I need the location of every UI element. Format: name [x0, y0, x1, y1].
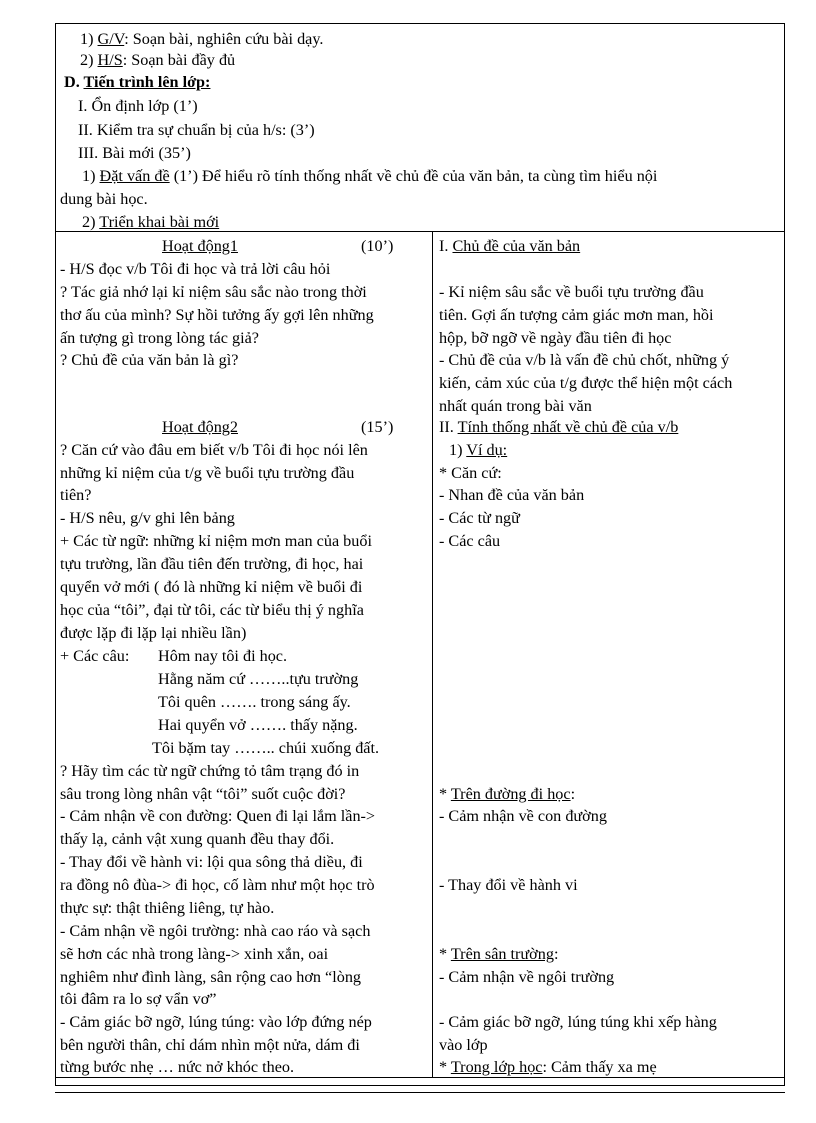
- step-3-2: 2) Triển khai bài mới: [82, 213, 220, 231]
- section-ii-heading: II. Tính thống nhất về chủ đề của v/b: [439, 418, 679, 436]
- left-line: Hằng năm cứ ……..tựu trường: [158, 670, 359, 688]
- right-line: - Cảm nhận về con đường: [439, 807, 607, 825]
- step-2: II. Kiểm tra sự chuẩn bị của h/s: (3’): [78, 121, 315, 139]
- left-line: - Cảm nhận về con đường: Quen đi lại lắm lần->: [60, 807, 376, 825]
- right-line: - Kỉ niệm sâu sắc về buổi tựu trường đầu: [439, 283, 704, 301]
- activity-2-time: (15’): [361, 418, 394, 436]
- left-line: + Các từ ngữ: những kỉ niệm mơn man của buổi: [60, 532, 372, 550]
- right-line: - Nhan đề của văn bản: [439, 486, 585, 504]
- right-line: kiến, cảm xúc của t/g được thể hiện một cách: [439, 374, 733, 392]
- left-line: quyển vở mới ( đó là những kỉ niệm về buổi đi: [60, 578, 363, 596]
- right-line: * Căn cứ:: [439, 464, 502, 482]
- right-line: - Cảm giác bỡ ngỡ, lúng túng khi xếp hàng: [439, 1013, 717, 1031]
- left-line: - Thay đổi về hành vi: lội qua sông thả diều, đi: [60, 853, 363, 871]
- classroom-heading: * Trong lớp học: Cảm thấy xa mẹ: [439, 1058, 657, 1076]
- right-line: nhất quán trong bài văn: [439, 397, 592, 415]
- left-line: tiên?: [60, 486, 92, 504]
- left-line: Tôi bặm tay …….. chúi xuống đất.: [152, 739, 380, 757]
- prep-gv: 1) G/V: Soạn bài, nghiên cứu bài dạy.: [80, 30, 324, 48]
- left-line: - Cảm nhận về ngôi trường: nhà cao ráo và sạch: [60, 922, 371, 940]
- example-heading: 1) Ví dụ:: [449, 441, 508, 459]
- left-line: Tôi quên ……. trong sáng ấy.: [158, 693, 351, 711]
- right-line: - Cảm nhận về ngôi trường: [439, 968, 615, 986]
- left-line: nghiêm như đình làng, sân rộng cao hơn “lòng: [60, 968, 362, 986]
- prep-hs: 2) H/S: Soạn bài đầy đủ: [80, 51, 236, 69]
- left-line: - Cảm giác bỡ ngỡ, lúng túng: vào lớp đứng nép: [60, 1013, 372, 1031]
- left-line: sâu trong lòng nhân vật “tôi” suốt cuộc đời?: [60, 785, 346, 803]
- left-line: Hôm nay tôi đi học.: [158, 647, 288, 665]
- left-line: tựu trường, lần đầu tiên đến trường, đi học, hai: [60, 555, 364, 573]
- left-line: ? Hãy tìm các từ ngữ chứng tỏ tâm trạng đó in: [60, 762, 360, 780]
- right-line: - Các từ ngữ: [439, 509, 520, 527]
- left-line: Hai quyển vở ……. thấy nặng.: [158, 716, 358, 734]
- step-1: I. Ổn định lớp (1’): [78, 97, 198, 115]
- left-line: - H/S nêu, g/v ghi lên bảng: [60, 509, 235, 527]
- step-3-1-cont: dung bài học.: [60, 190, 148, 208]
- table-bottom-border: [55, 1077, 785, 1078]
- step-3: III. Bài mới (35’): [78, 144, 191, 162]
- table-column-divider: [432, 232, 433, 1077]
- table-top-border: [55, 231, 785, 232]
- section-d-title: D. Tiến trình lên lớp:: [64, 73, 211, 91]
- left-line: + Các câu:: [60, 647, 130, 665]
- left-line: ? Căn cứ vào đâu em biết v/b Tôi đi học nói lên: [60, 441, 368, 459]
- left-line: thấy lạ, cảnh vật xung quanh đều thay đổi.: [60, 830, 335, 848]
- left-line: thơ ấu của mình? Sự hồi tưởng ấy gợi lên những: [60, 306, 374, 324]
- left-line: những kỉ niệm của t/g về buổi tựu trường đầu: [60, 464, 355, 482]
- schoolyard-heading: * Trên sân trường:: [439, 945, 559, 963]
- left-line: học của “tôi”, đại từ tôi, các từ biểu thị ý nghĩa: [60, 601, 364, 619]
- step-3-1: 1) Đặt vấn đề (1’) Để hiểu rõ tính thống nhất về chủ đề của văn bản, ta cùng tìm hiểu nội: [82, 167, 658, 185]
- right-line: - Thay đổi về hành vi: [439, 876, 578, 894]
- left-line: từng bước nhẹ … nức nở khóc theo.: [60, 1058, 295, 1076]
- left-line: ấn tượng gì trong lòng tác giả?: [60, 329, 259, 347]
- bottom-rule: [55, 1092, 785, 1093]
- right-line: - Các câu: [439, 532, 501, 550]
- right-line: tiên. Gợi ấn tượng cảm giác mơn man, hồi: [439, 306, 714, 324]
- left-line: được lặp đi lặp lại nhiều lần): [60, 624, 247, 642]
- left-line: bên người thân, chỉ dám nhìn một nửa, dám đi: [60, 1036, 360, 1054]
- activity-1-title: Hoạt động1: [162, 237, 238, 255]
- right-line: vào lớp: [439, 1036, 488, 1054]
- left-line: tôi đâm ra lo sợ vẩn vơ”: [60, 990, 217, 1008]
- section-i-heading: I. Chủ đề của văn bản: [439, 237, 581, 255]
- right-line: hộp, bỡ ngỡ về ngày đầu tiên đi học: [439, 329, 672, 347]
- left-line: sẽ hơn các nhà trong làng-> xinh xắn, oai: [60, 945, 329, 963]
- left-line: ? Tác giả nhớ lại kỉ niệm sâu sắc nào trong thời: [60, 283, 367, 301]
- left-line: ra đồng nô đùa-> đi học, cố làm như một học trò: [60, 876, 375, 894]
- left-line: - H/S đọc v/b Tôi đi học và trả lời câu hỏi: [60, 260, 331, 278]
- activity-1-time: (10’): [361, 237, 394, 255]
- left-line: ? Chủ đề của văn bản là gì?: [60, 351, 239, 369]
- left-line: thực sự: thật thiêng liêng, tự hào.: [60, 899, 275, 917]
- road-heading: * Trên đường đi học:: [439, 785, 576, 803]
- activity-2-title: Hoạt động2: [162, 418, 238, 436]
- right-line: - Chủ đề của v/b là vấn đề chủ chốt, những ý: [439, 351, 730, 369]
